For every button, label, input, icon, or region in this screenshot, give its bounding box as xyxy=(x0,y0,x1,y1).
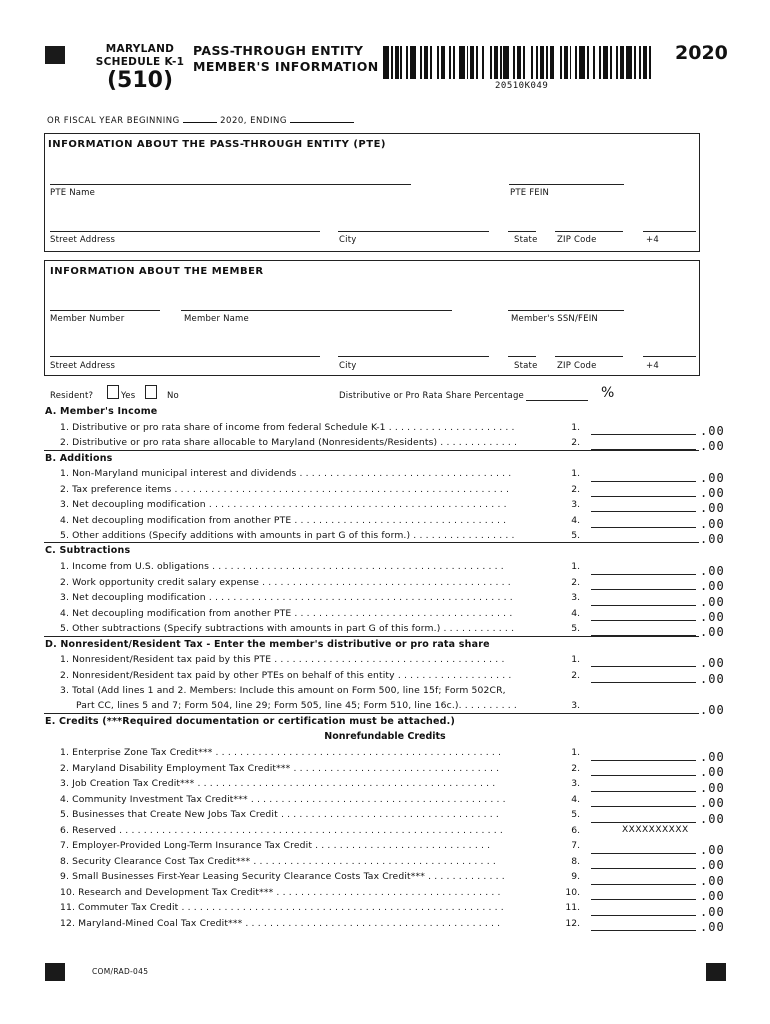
amount-field[interactable] xyxy=(591,422,696,435)
amount-field[interactable] xyxy=(591,872,696,885)
fiscal-begin-field[interactable] xyxy=(183,113,217,123)
amount-cents: .00 xyxy=(700,703,725,717)
pte-street-label: Street Address xyxy=(50,235,116,245)
registration-mark-bottom-left xyxy=(45,963,65,981)
line-item-text: 1. Non-Maryland municipal interest and dividends . . . . . . . . . . . . . . . . . . . . . . . . . . . . . . . . . . . xyxy=(60,468,512,479)
form-title-line2: MEMBER'S INFORMATION xyxy=(193,59,379,74)
member-plus4-field[interactable] xyxy=(643,356,696,357)
pte-city-label: City xyxy=(339,235,357,245)
amount-field[interactable] xyxy=(591,608,696,621)
line-item-number: 2. xyxy=(571,484,580,495)
member-street-field[interactable] xyxy=(50,356,320,357)
amount-cents: .00 xyxy=(700,765,725,779)
amount-cents: .00 xyxy=(700,874,725,888)
amount-cents: .00 xyxy=(700,424,725,438)
amount-field[interactable] xyxy=(591,918,696,931)
amount-field[interactable] xyxy=(591,562,696,575)
pte-info-box xyxy=(44,133,700,252)
pte-box-title: INFORMATION ABOUT THE PASS-THROUGH ENTITY (PTE) xyxy=(48,139,386,150)
line-item-text: 2. Tax preference items . . . . . . . . . . . . . . . . . . . . . . . . . . . . . . . . . . . . . . . . . . . . . . . . . . . . . . . xyxy=(60,484,510,495)
state-name: MARYLAND xyxy=(105,43,175,55)
amount-field[interactable] xyxy=(591,484,696,497)
form-title xyxy=(193,43,379,75)
amount-field[interactable] xyxy=(591,623,696,636)
form-code: COM/RAD-045 xyxy=(92,967,149,976)
member-city-label: City xyxy=(339,361,357,371)
member-number-field[interactable] xyxy=(50,310,160,311)
pte-plus4-field[interactable] xyxy=(643,231,696,232)
line-item-number: 5. xyxy=(571,809,580,820)
fiscal-year-middle: 2020, ENDING xyxy=(220,116,287,126)
line-item-text: 5. Other subtractions (Specify subtractions with amounts in part G of this form.) . . . . . . . . . . . . xyxy=(60,623,515,634)
line-item-number: 1. xyxy=(571,468,580,479)
amount-cents: .00 xyxy=(700,501,725,515)
amount-cents: .00 xyxy=(700,532,725,546)
line-item-text: 2. Distributive or pro rata share allocable to Maryland (Nonresidents/Residents) . . . . . . . . . . . . . xyxy=(60,437,518,448)
form-header-state xyxy=(95,43,185,69)
line-item-number: 12. xyxy=(565,918,580,929)
line-item-number: 5. xyxy=(571,530,580,541)
resident-no-checkbox[interactable] xyxy=(145,385,157,399)
section-divider xyxy=(44,636,699,637)
amount-field[interactable] xyxy=(591,794,696,807)
pte-city-field[interactable] xyxy=(338,231,489,232)
pte-fein-label: PTE FEIN xyxy=(510,188,550,198)
line-item-text: 2. Work opportunity credit salary expense . . . . . . . . . . . . . . . . . . . . . . . . . . . . . . . . . . . . . . . . . xyxy=(60,577,511,588)
amount-cents: .00 xyxy=(700,610,725,624)
section-heading: A. Member's Income xyxy=(45,406,158,417)
barcode xyxy=(383,46,658,79)
amount-cents: .00 xyxy=(700,579,725,593)
amount-cents: .00 xyxy=(700,905,725,919)
line-item-text: 5. Other additions (Specify additions with amounts in part G of this form.) . . . . . . . . . . . . . . . . . xyxy=(60,530,515,541)
amount-cents: .00 xyxy=(700,843,725,857)
line-item-number: 4. xyxy=(571,608,580,619)
amount-cents: .00 xyxy=(700,486,725,500)
member-plus4-label: +4 xyxy=(646,361,659,371)
amount-cents: .00 xyxy=(700,595,725,609)
amount-cents: .00 xyxy=(700,920,725,934)
line-item-text: 11. Commuter Tax Credit . . . . . . . . . . . . . . . . . . . . . . . . . . . . . . . . . . . . . . . . . . . . . . . . . . . . . xyxy=(60,902,504,913)
amount-cents: .00 xyxy=(700,625,725,639)
line-item-number: 11. xyxy=(565,902,580,913)
member-zip-field[interactable] xyxy=(555,356,623,357)
line-item-text: 3. Net decoupling modification . . . . . . . . . . . . . . . . . . . . . . . . . . . . . . . . . . . . . . . . . . . . . . . . . xyxy=(60,499,507,510)
line-item-text: 12. Maryland-Mined Coal Tax Credit*** . . . . . . . . . . . . . . . . . . . . . . . . . . . . . . . . . . . . . . . . . . xyxy=(60,918,501,929)
amount-field[interactable] xyxy=(591,810,696,823)
share-percentage-label: Distributive or Pro Rata Share Percentage xyxy=(339,391,524,401)
line-item-number: 8. xyxy=(571,856,580,867)
member-info-box xyxy=(44,260,700,376)
member-city-field[interactable] xyxy=(338,356,489,357)
amount-field[interactable] xyxy=(591,856,696,869)
amount-cents: .00 xyxy=(700,796,725,810)
member-number-label: Member Number xyxy=(50,314,125,324)
resident-no-label: No xyxy=(167,391,179,401)
line-item-text: 10. Research and Development Tax Credit*** . . . . . . . . . . . . . . . . . . . . . . . . . . . . . . . . . . . . . xyxy=(60,887,501,898)
line-item-number: 3. xyxy=(571,778,580,789)
line-item-text: 6. Reserved . . . . . . . . . . . . . . . . . . . . . . . . . . . . . . . . . . . . . . . . . . . . . . . . . . . . . . . . . . . . . . . xyxy=(60,825,503,836)
member-ssn-label: Member's SSN/FEIN xyxy=(511,314,598,324)
line-item-text: 3. Job Creation Tax Credit*** . . . . . . . . . . . . . . . . . . . . . . . . . . . . . . . . . . . . . . . . . . . . . . . . . xyxy=(60,778,496,789)
section-heading: C. Subtractions xyxy=(45,545,131,556)
pte-plus4-label: +4 xyxy=(646,235,659,245)
line-item-number: 2. xyxy=(571,577,580,588)
amount-field[interactable] xyxy=(591,887,696,900)
amount-cents: .00 xyxy=(700,781,725,795)
line-item-text: 1. Nonresident/Resident tax paid by this PTE . . . . . . . . . . . . . . . . . . . . . . . . . . . . . . . . . . . . . . xyxy=(60,654,505,665)
amount-field[interactable] xyxy=(591,437,696,450)
form-title-line1: PASS-THROUGH ENTITY xyxy=(193,43,364,58)
line-item-text: 1. Distributive or pro rata share of income from federal Schedule K-1 . . . . . . . . . . . . . . . . . . . . . xyxy=(60,422,515,433)
pte-name-label: PTE Name xyxy=(50,188,96,198)
amount-field[interactable] xyxy=(591,670,696,683)
line-item-text: 8. Security Clearance Cost Tax Credit*** . . . . . . . . . . . . . . . . . . . . . . . . . . . . . . . . . . . . . . . . xyxy=(60,856,496,867)
line-item-number: 10. xyxy=(565,887,580,898)
section-divider xyxy=(44,542,699,543)
line-item-number: 1. xyxy=(571,561,580,572)
amount-cents: .00 xyxy=(700,517,725,531)
form-number: (510) xyxy=(106,68,174,93)
fiscal-year-line xyxy=(47,113,354,126)
resident-question: Resident? xyxy=(50,391,94,401)
member-state-field[interactable] xyxy=(508,356,536,357)
amount-field[interactable] xyxy=(591,748,696,761)
subsection-heading: Nonrefundable Credits xyxy=(324,731,446,742)
amount-cents: .00 xyxy=(700,439,725,453)
line-item-text: 9. Small Businesses First-Year Leasing Security Clearance Costs Tax Credit*** . . . . . . . . . . . . . xyxy=(60,871,505,882)
amount-field[interactable] xyxy=(591,763,696,776)
pte-zip-field[interactable] xyxy=(555,231,623,232)
line-item-number: 2. xyxy=(571,670,580,681)
amount-cents: .00 xyxy=(700,812,725,826)
member-box-title: INFORMATION ABOUT THE MEMBER xyxy=(50,266,264,277)
amount-field[interactable] xyxy=(591,593,696,606)
amount-cents: .00 xyxy=(700,656,725,670)
resident-yes-label: Yes xyxy=(121,391,136,401)
line-item-number: 7. xyxy=(571,840,580,851)
line-item-text: 3. Total (Add lines 1 and 2. Members: Include this amount on Form 500, line 15f; Form 502CR, xyxy=(60,685,506,696)
pte-zip-label: ZIP Code xyxy=(557,235,597,245)
amount-cents: .00 xyxy=(700,471,725,485)
amount-field[interactable] xyxy=(591,499,696,512)
reserved-placeholder: XXXXXXXXXX xyxy=(622,825,689,835)
section-heading: B. Additions xyxy=(45,453,113,464)
pte-fein-field[interactable] xyxy=(509,184,624,185)
line-item-text: Part CC, lines 5 and 7; Form 504, line 29; Form 505, line 45; Form 510, line 16c.). . . . . . . . . . xyxy=(76,700,517,711)
tax-year: 2020 xyxy=(675,42,728,64)
line-item-number: 1. xyxy=(571,422,580,433)
line-item-text: 2. Nonresident/Resident tax paid by other PTEs on behalf of this entity . . . . . . . . . . . . . . . . . . . xyxy=(60,670,512,681)
amount-field[interactable] xyxy=(591,654,696,667)
line-item-text: 7. Employer-Provided Long-Term Insurance Tax Credit . . . . . . . . . . . . . . . . . . . . . . . . . . . . . xyxy=(60,840,491,851)
amount-field[interactable] xyxy=(591,903,696,916)
line-item-number: 2. xyxy=(571,763,580,774)
line-item-text: 4. Net decoupling modification from another PTE . . . . . . . . . . . . . . . . . . . . . . . . . . . . . . . . . . . . xyxy=(60,608,513,619)
amount-field[interactable] xyxy=(591,779,696,792)
line-item-number: 1. xyxy=(571,654,580,665)
fiscal-year-prefix: OR FISCAL YEAR BEGINNING xyxy=(47,116,180,126)
section-heading: D. Nonresident/Resident Tax - Enter the member's distributive or pro rata share xyxy=(45,639,490,650)
section-divider xyxy=(44,713,699,714)
registration-mark-bottom-right xyxy=(706,963,726,981)
amount-field[interactable] xyxy=(591,577,696,590)
line-item-number: 3. xyxy=(571,499,580,510)
member-ssn-field[interactable] xyxy=(508,310,624,311)
line-item-number: 2. xyxy=(571,437,580,448)
amount-cents: .00 xyxy=(700,564,725,578)
line-item-text: 1. Income from U.S. obligations . . . . . . . . . . . . . . . . . . . . . . . . . . . . . . . . . . . . . . . . . . . . . . . . xyxy=(60,561,504,572)
line-item-text: 1. Enterprise Zone Tax Credit*** . . . . . . . . . . . . . . . . . . . . . . . . . . . . . . . . . . . . . . . . . . . . . . . xyxy=(60,747,502,758)
amount-field[interactable] xyxy=(591,469,696,482)
share-percentage-field[interactable] xyxy=(526,400,588,401)
barcode-text: 20510K049 xyxy=(495,81,549,91)
schedule-name: SCHEDULE K-1 xyxy=(95,56,185,68)
member-street-label: Street Address xyxy=(50,361,116,371)
section-divider xyxy=(44,450,699,451)
line-item-number: 4. xyxy=(571,794,580,805)
line-item-number: 5. xyxy=(571,623,580,634)
amount-cents: .00 xyxy=(700,750,725,764)
pte-name-field[interactable] xyxy=(50,184,411,185)
member-state-label: State xyxy=(514,361,538,371)
member-zip-label: ZIP Code xyxy=(557,361,597,371)
line-item-number: 3. xyxy=(571,700,580,711)
line-item-number: 4. xyxy=(571,515,580,526)
pte-street-field[interactable] xyxy=(50,231,320,232)
section-heading: E. Credits (***Required documentation or certification must be attached.) xyxy=(45,716,456,727)
line-item-number: 3. xyxy=(571,592,580,603)
line-item-number: 1. xyxy=(571,747,580,758)
pte-state-label: State xyxy=(514,235,538,245)
percent-sign: % xyxy=(601,385,615,401)
amount-field[interactable] xyxy=(591,841,696,854)
fiscal-end-field[interactable] xyxy=(290,113,354,123)
member-name-label: Member Name xyxy=(184,314,249,324)
line-item-text: 2. Maryland Disability Employment Tax Credit*** . . . . . . . . . . . . . . . . . . . . . . . . . . . . . . . . . . xyxy=(60,763,500,774)
line-item-number: 6. xyxy=(571,825,580,836)
amount-cents: .00 xyxy=(700,889,725,903)
amount-cents: .00 xyxy=(700,858,725,872)
resident-yes-checkbox[interactable] xyxy=(107,385,119,399)
pte-state-field[interactable] xyxy=(508,231,536,232)
line-item-text: 4. Net decoupling modification from another PTE . . . . . . . . . . . . . . . . . . . . . . . . . . . . . . . . . . . xyxy=(60,515,507,526)
line-item-number: 9. xyxy=(571,871,580,882)
amount-field[interactable] xyxy=(591,515,696,528)
line-item-text: 4. Community Investment Tax Credit*** . . . . . . . . . . . . . . . . . . . . . . . . . . . . . . . . . . . . . . . . . . xyxy=(60,794,506,805)
amount-cents: .00 xyxy=(700,672,725,686)
member-name-field[interactable] xyxy=(181,310,452,311)
line-item-text: 3. Net decoupling modification . . . . . . . . . . . . . . . . . . . . . . . . . . . . . . . . . . . . . . . . . . . . . . . . . . xyxy=(60,592,513,603)
line-item-text: 5. Businesses that Create New Jobs Tax Credit . . . . . . . . . . . . . . . . . . . . . . . . . . . . . . . . . . . . xyxy=(60,809,499,820)
registration-mark-top-left xyxy=(45,46,65,64)
